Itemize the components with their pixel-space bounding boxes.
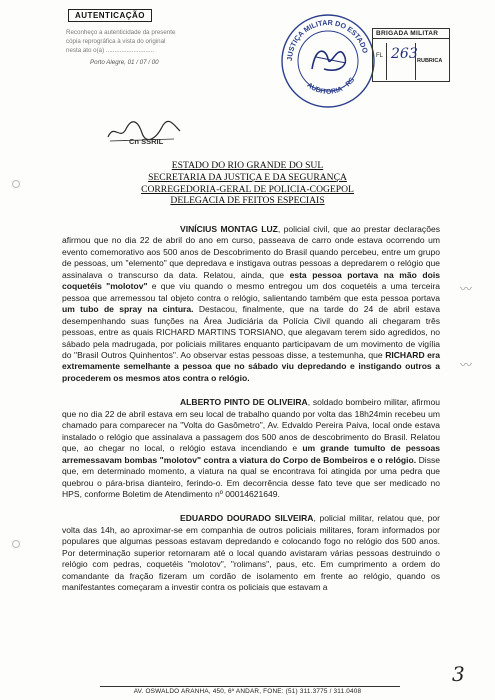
witness-name: EDUARDO DOURADO SILVEIRA [180, 513, 314, 524]
testimony-paragraph: VINÍCIUS MONTAG LUZ, policial civil, que ao prestar declarações afirmou que no dia 22 de abril do ano em curso, passeava de carro onde estava ocorrendo um evento comemorativo aos 500 anos de Descobrimento do Brasil quando percebeu, entre um grupo de pessoas, um "elemento" que depredava e instigava outras pessoas a depredarem o relógio que assinalava o transcurso da data. Relatou, ainda, que esta pessoa portava na mão dois coquetéis "molotov" e que viu quando o mesmo entregou um dos coquetéis a uma terceira pessoa que arremessou tal objeto contra o relógio, salientando também que esta pessoa portava um tubo de spray na cintura. Destacou, finalmente, que na tarde do 24 de abril estava desempenhando suas funções na Área Judiciária da Polícia Civil quando ali chegaram três pessoas, entre as quais RICHARD MARTINS TORSIANO, que alegavam terem sido agredidos, no sábado pela madrugada, por policiais militares enquanto participavam de um movimento de vigília do "Brasil Outros Quinhentos". Ao observar estas pessoas disse, a testemunha, que RICHARD era extremamente semelhante a pessoa que no sábado viu depredando e instigando outros a procederem os mesmos atos contra o relógio. [62, 224, 441, 383]
footer-rule [100, 686, 400, 687]
letterhead-delegacia: DELEGACIA DE FEITOS ESPECIAIS [170, 195, 325, 207]
stamp-title: AUTENTICAÇÃO [68, 9, 152, 22]
auditoria-seal [276, 9, 384, 114]
witness-name: VINÍCIUS MONTAG LUZ [180, 224, 278, 234]
brigada-header: BRIGADA MILITAR [373, 29, 449, 39]
seal-top-text: JUSTIÇA MILITAR DO ESTADO [284, 17, 371, 62]
stamp-date: Porto Alegre, 01 / 07 / 00 [90, 59, 159, 66]
stamp-line: Reconheço a autenticidade da presente [66, 29, 176, 36]
folio-number: 263 [391, 46, 418, 62]
margin-mark: 〰 [460, 358, 473, 372]
stamp-line: nesta ato o(a) ............................ [66, 47, 155, 54]
margin-mark: 〰 [460, 282, 473, 296]
footer-address: AV. OSWALDO ARANHA, 450, 6º ANDAR, FONE: (51) 311.3775 / 311.0408 [133, 688, 362, 695]
stamp-signatory: Cn SSRIL [129, 137, 164, 146]
stamp-text [66, 28, 219, 55]
rubrica-label: RUBRICA [417, 58, 443, 64]
stamp-line: cópia reprográfica à vista do original [66, 38, 166, 45]
page-mark: 3 [452, 662, 465, 686]
witness-name: ALBERTO PINTO DE OLIVEIRA [180, 397, 308, 408]
document-body [62, 224, 440, 594]
letterhead-state: ESTADO DO RIO GRANDE DO SUL [171, 160, 324, 171]
testimony-paragraph: EDUARDO DOURADO SILVEIRA, policial militar, relatou que, por volta das 14h, ao aproximar-se em companhia de outros policiais militares, foram informados por populares que algumas pessoas estavam depredando e colocando fogo no relógio dos 500 anos. Por determinação superior retornaram até o local quando avistaram várias pessoas destruindo o relógio com pedras, coquetéis "molotov", "rolimans", paus, etc. Em cumprimento a ordem do comandante da fração fizeram um cordão de isolamento em frente ao relógio, quando os manifestantes começaram a investir contra os policiais que estavam a [62, 513, 440, 593]
letterhead-corregedoria: CORREGEDORIA-GERAL DE POLICIA-COGEPOL [141, 183, 354, 195]
letterhead [0, 160, 495, 207]
brigada-militar-stamp [372, 28, 450, 82]
svg-text:AUDITORIA · RS [305, 76, 356, 96]
seal-bottom-text: AUDITORIA · RS [305, 76, 357, 96]
testimony-paragraph: ALBERTO PINTO DE OLIVEIRA, soldado bombeiro militar, afirmou que no dia 22 de abril estava em seu local de trabalho quando por volta das 18h24min recebeu um chamado para comparecer na "Volta do Gasômetro", Av. Edvaldo Pereira Paiva, local onde estava instalado o relógio que assinalava a passagem dos 500 anos de descobrimento do Brasil. Relatou que, ao chegar no local, o relógio estava incendiando e um grande tumulto de pessoas arremessavam bombas "molotov" contra a viatura do Corpo de Bombeiros e o relógio. Disse que, em determinado momento, a viatura na qual se encontrava foi atingida por uma pedra que quebrou o pára-brisa dianteiro, ferindo-o. Em decorrência desse fato teve que ser medicado no HPS, conforme Boletim de Atendimento nº 00014621649. [62, 397, 440, 499]
binder-hole [12, 540, 20, 548]
folio-label: FL [376, 53, 384, 59]
letterhead-secretariat: SECRETARIA DA JUSTIÇA E DA SEGURANÇA [148, 171, 347, 183]
authentication-stamp [54, 9, 219, 146]
